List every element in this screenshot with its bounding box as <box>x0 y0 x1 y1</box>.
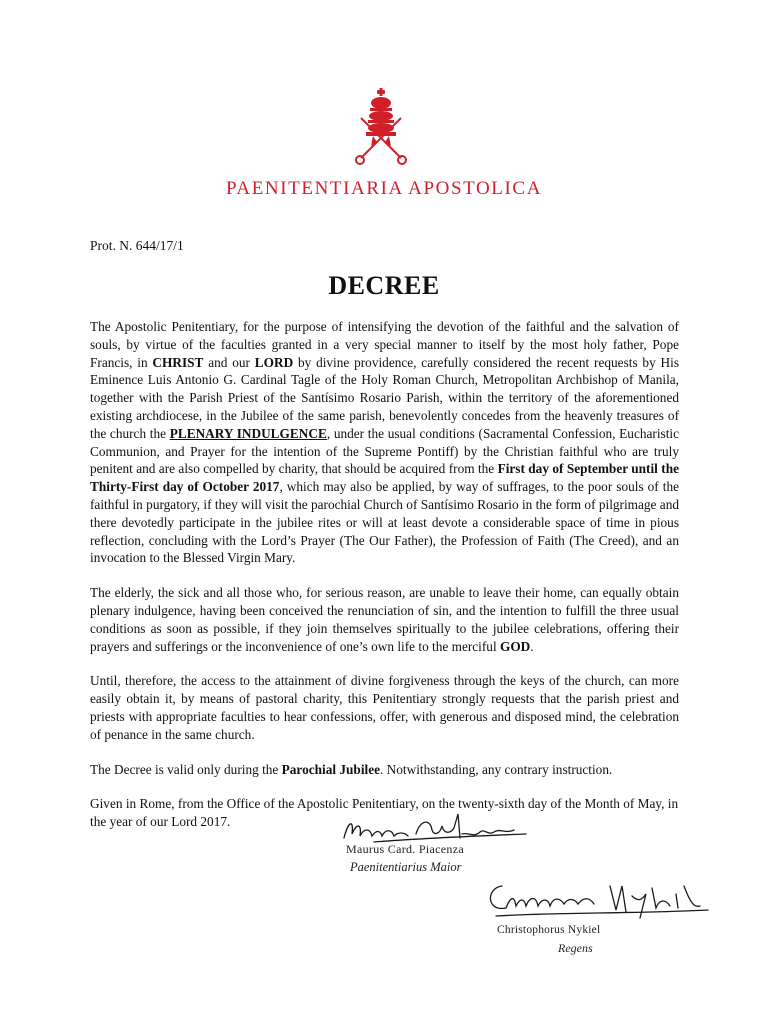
paragraph-pastoral-charity: Until, therefore, the access to the attainment of divine forgiveness through the keys of the church, can more easily obtain it, by means of pastoral charity, this Penitentiary strongly requests that the parish priest and priests with appropriate faculties to hear confessions, offer, with generous and disposed mind, the celebration of penance in the same church. <box>90 673 679 742</box>
papal-emblem-icon <box>351 88 411 166</box>
institution-name: PAENITENTIARIA APOSTOLICA <box>225 178 543 199</box>
paragraph-elderly-sick: The elderly, the sick and all those who, for serious reason, are unable to leave their home, can equally obtain plenary indulgence, having been conceived the renunciation of sin, and the intention to fulfill the three usual conditions as soon as possible, if they join themselves spiritually to the jubilee celebrations, offering their prayers and sufferings or the inconvenience of one’s own life to the merciful GOD. <box>90 585 679 654</box>
paragraph-given-in-rome: Given in Rome, from the Office of the Apostolic Penitentiary, on the twenty-sixth day of the Month of May, in the year of our Lord 2017. <box>90 796 679 830</box>
signatory-name-piacenza: Maurus Card. Piacenza <box>346 842 464 856</box>
paragraph-concession: The Apostolic Penitentiary, for the purpose of intensifying the devotion of the faithful and the salvation of souls, by virtue of the faculties granted in a very special manner to itself by the most holy father, Pope Francis, in CHRIST and our LORD by divine providence, carefully considered the recent requests by His Eminence Luis Antonio G. Cardinal Tagle of the Holy Roman Church, Metropolitan Archbishop of Manila, together with the Parish Priest of the Santísimo Rosario Parish, within the territory of the aforementioned existing archdiocese, in the Jubilee of the same parish, benevolently concedes from the heavenly treasures of the church the PLENARY INDULGENCE, under the usual conditions (Sacramental Confession, Eucharistic Communion, and Prayer for the intention of the Supreme Pontiff) by the Christian faithful who are truly penitent and are also compelled by charity, that should be acquired from the First day of September until the Thirty-First day of October 2017, which may also be applied, by way of suffrages, to the poor souls of the faithful in purgatory, if they will visit the parochial Church of Santísimo Rosario in the form of pilgrimage and there devotedly participate in the jubilee rites or will at least devote a considerable space of time in pious reflection, concluding with the Lord’s Prayer (The Our Father), the Profession of Faith (The Creed), and an invocation to the Blessed Virgin Mary. <box>90 319 679 566</box>
signatory-title-nykiel: Regens <box>558 941 593 955</box>
paragraph-validity: The Decree is valid only during the Parochial Jubilee. Notwithstanding, any contrary instruction. <box>90 761 613 777</box>
signatory-name-nykiel: Christophorus Nykiel <box>497 924 601 936</box>
signatory-title-piacenza: Paenitentiarius Maior <box>350 860 462 874</box>
document-title: DECREE <box>328 271 440 300</box>
signature-nykiel <box>480 872 720 926</box>
decree-body <box>90 318 679 848</box>
protocol-number: Prot. N. 644/17/1 <box>90 238 184 253</box>
